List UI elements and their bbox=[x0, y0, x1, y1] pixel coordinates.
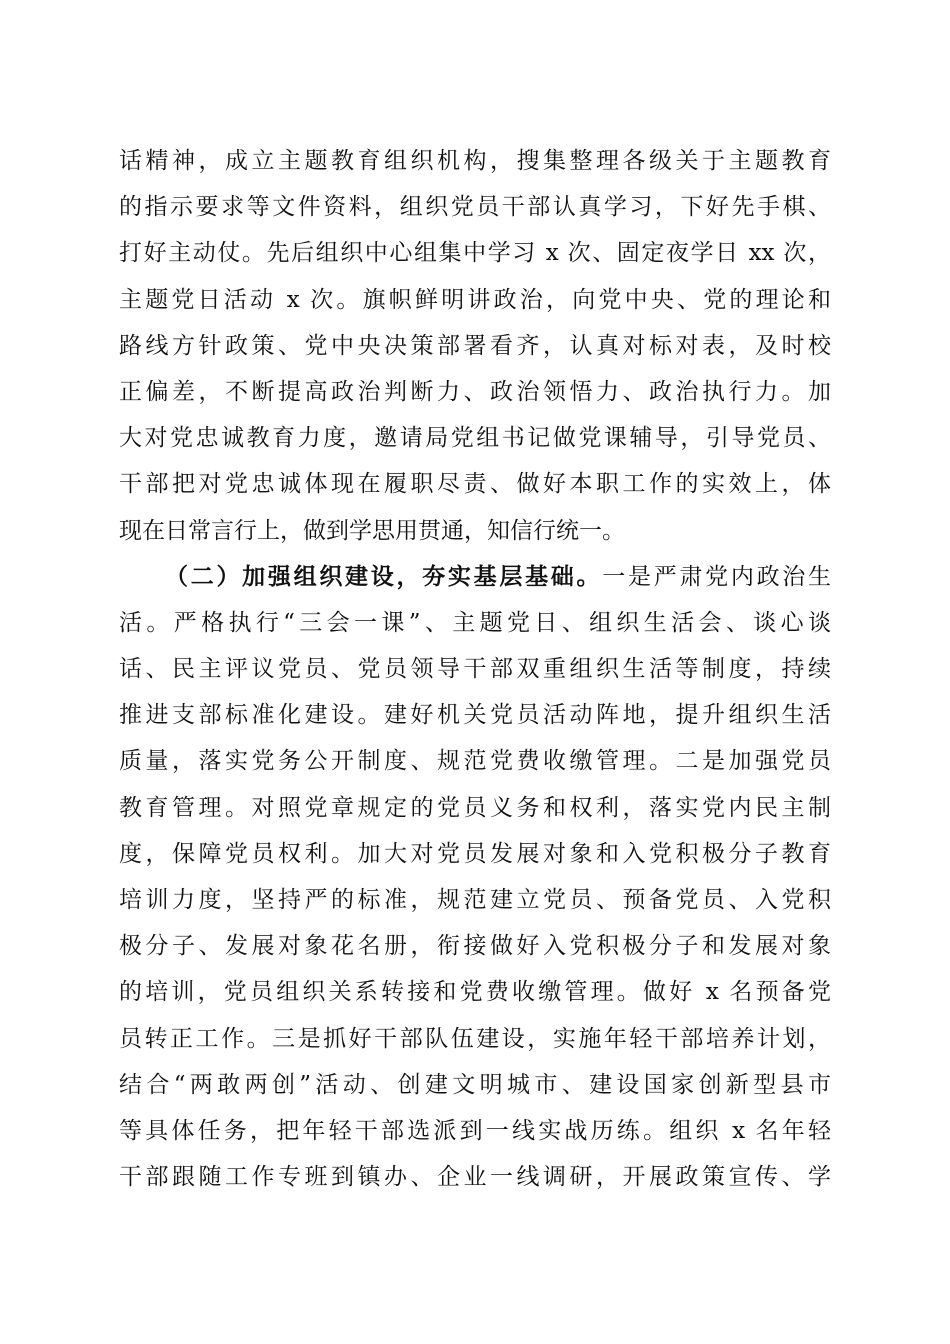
text-line: 结合“两敢两创”活动、创建文明城市、建设国家创新型县市 bbox=[119, 1071, 831, 1098]
section-heading-line bbox=[119, 554, 831, 600]
text-line: 度，保障党员权利。加大对党员发展对象和入党积极分子教育 bbox=[119, 840, 831, 867]
text-line: 的指示要求等文件资料，组织党员干部认真学习，下好先手棋、 bbox=[119, 194, 831, 221]
text-line: 话精神，成立主题教育组织机构，搜集整理各级关于主题教育 bbox=[119, 148, 831, 174]
text-line: 干部跟随工作专班到镇办、企业一线调研，开展政策宣传、学 bbox=[119, 1164, 831, 1191]
text-line: 极分子、发展对象花名册，衔接做好入党积极分子和发展对象 bbox=[119, 933, 831, 960]
text-line: 等具体任务，把年轻干部选派到一线实战历练。组织 x 名年轻 bbox=[119, 1117, 831, 1144]
text-line: 推进支部标准化建设。建好机关党员活动阵地，提升组织生活 bbox=[119, 702, 831, 729]
text-line: 质量，落实党务公开制度、规范党费收缴管理。二是加强党员 bbox=[119, 748, 831, 775]
text-line: 大对党忠诚教育力度，邀请局党组书记做党课辅导，引导党员、 bbox=[119, 425, 831, 452]
text-line: 干部把对党忠诚体现在履职尽责、做好本职工作的实效上，体 bbox=[119, 471, 831, 498]
section-heading-rest: 一是严肃党内政治生 bbox=[602, 563, 832, 590]
text-line: 正偏差，不断提高政治判断力、政治领悟力、政治执行力。加 bbox=[119, 378, 831, 405]
body-text bbox=[119, 138, 831, 1200]
text-line: 路线方针政策、党中央决策部署看齐，认真对标对表，及时校 bbox=[119, 332, 831, 359]
text-line: 培训力度，坚持严的标准，规范建立党员、预备党员、入党积 bbox=[119, 887, 831, 913]
text-line: 打好主动仗。先后组织中心组集中学习 x 次、固定夜学日 xx 次， bbox=[119, 240, 831, 267]
text-line: 现在日常言行上，做到学思用贯通，知信行统一。 bbox=[119, 517, 625, 544]
text-line: 教育管理。对照党章规定的党员义务和权利，落实党内民主制 bbox=[119, 794, 831, 821]
text-line: 主题党日活动 x 次。旗帜鲜明讲政治，向党中央、党的理论和 bbox=[119, 286, 831, 313]
text-line: 员转正工作。三是抓好干部队伍建设，实施年轻干部培养计划， bbox=[119, 1025, 831, 1052]
section-heading: （二）加强组织建设，夯实基层基础。 bbox=[165, 562, 603, 590]
text-line: 活。严格执行“三会一课”、主题党日、组织生活会、谈心谈 bbox=[119, 609, 831, 636]
text-line: 话、民主评议党员、党员领导干部双重组织生活等制度，持续 bbox=[119, 656, 831, 683]
text-line: 的培训，党员组织关系转接和党费收缴管理。做好 x 名预备党 bbox=[119, 979, 831, 1006]
